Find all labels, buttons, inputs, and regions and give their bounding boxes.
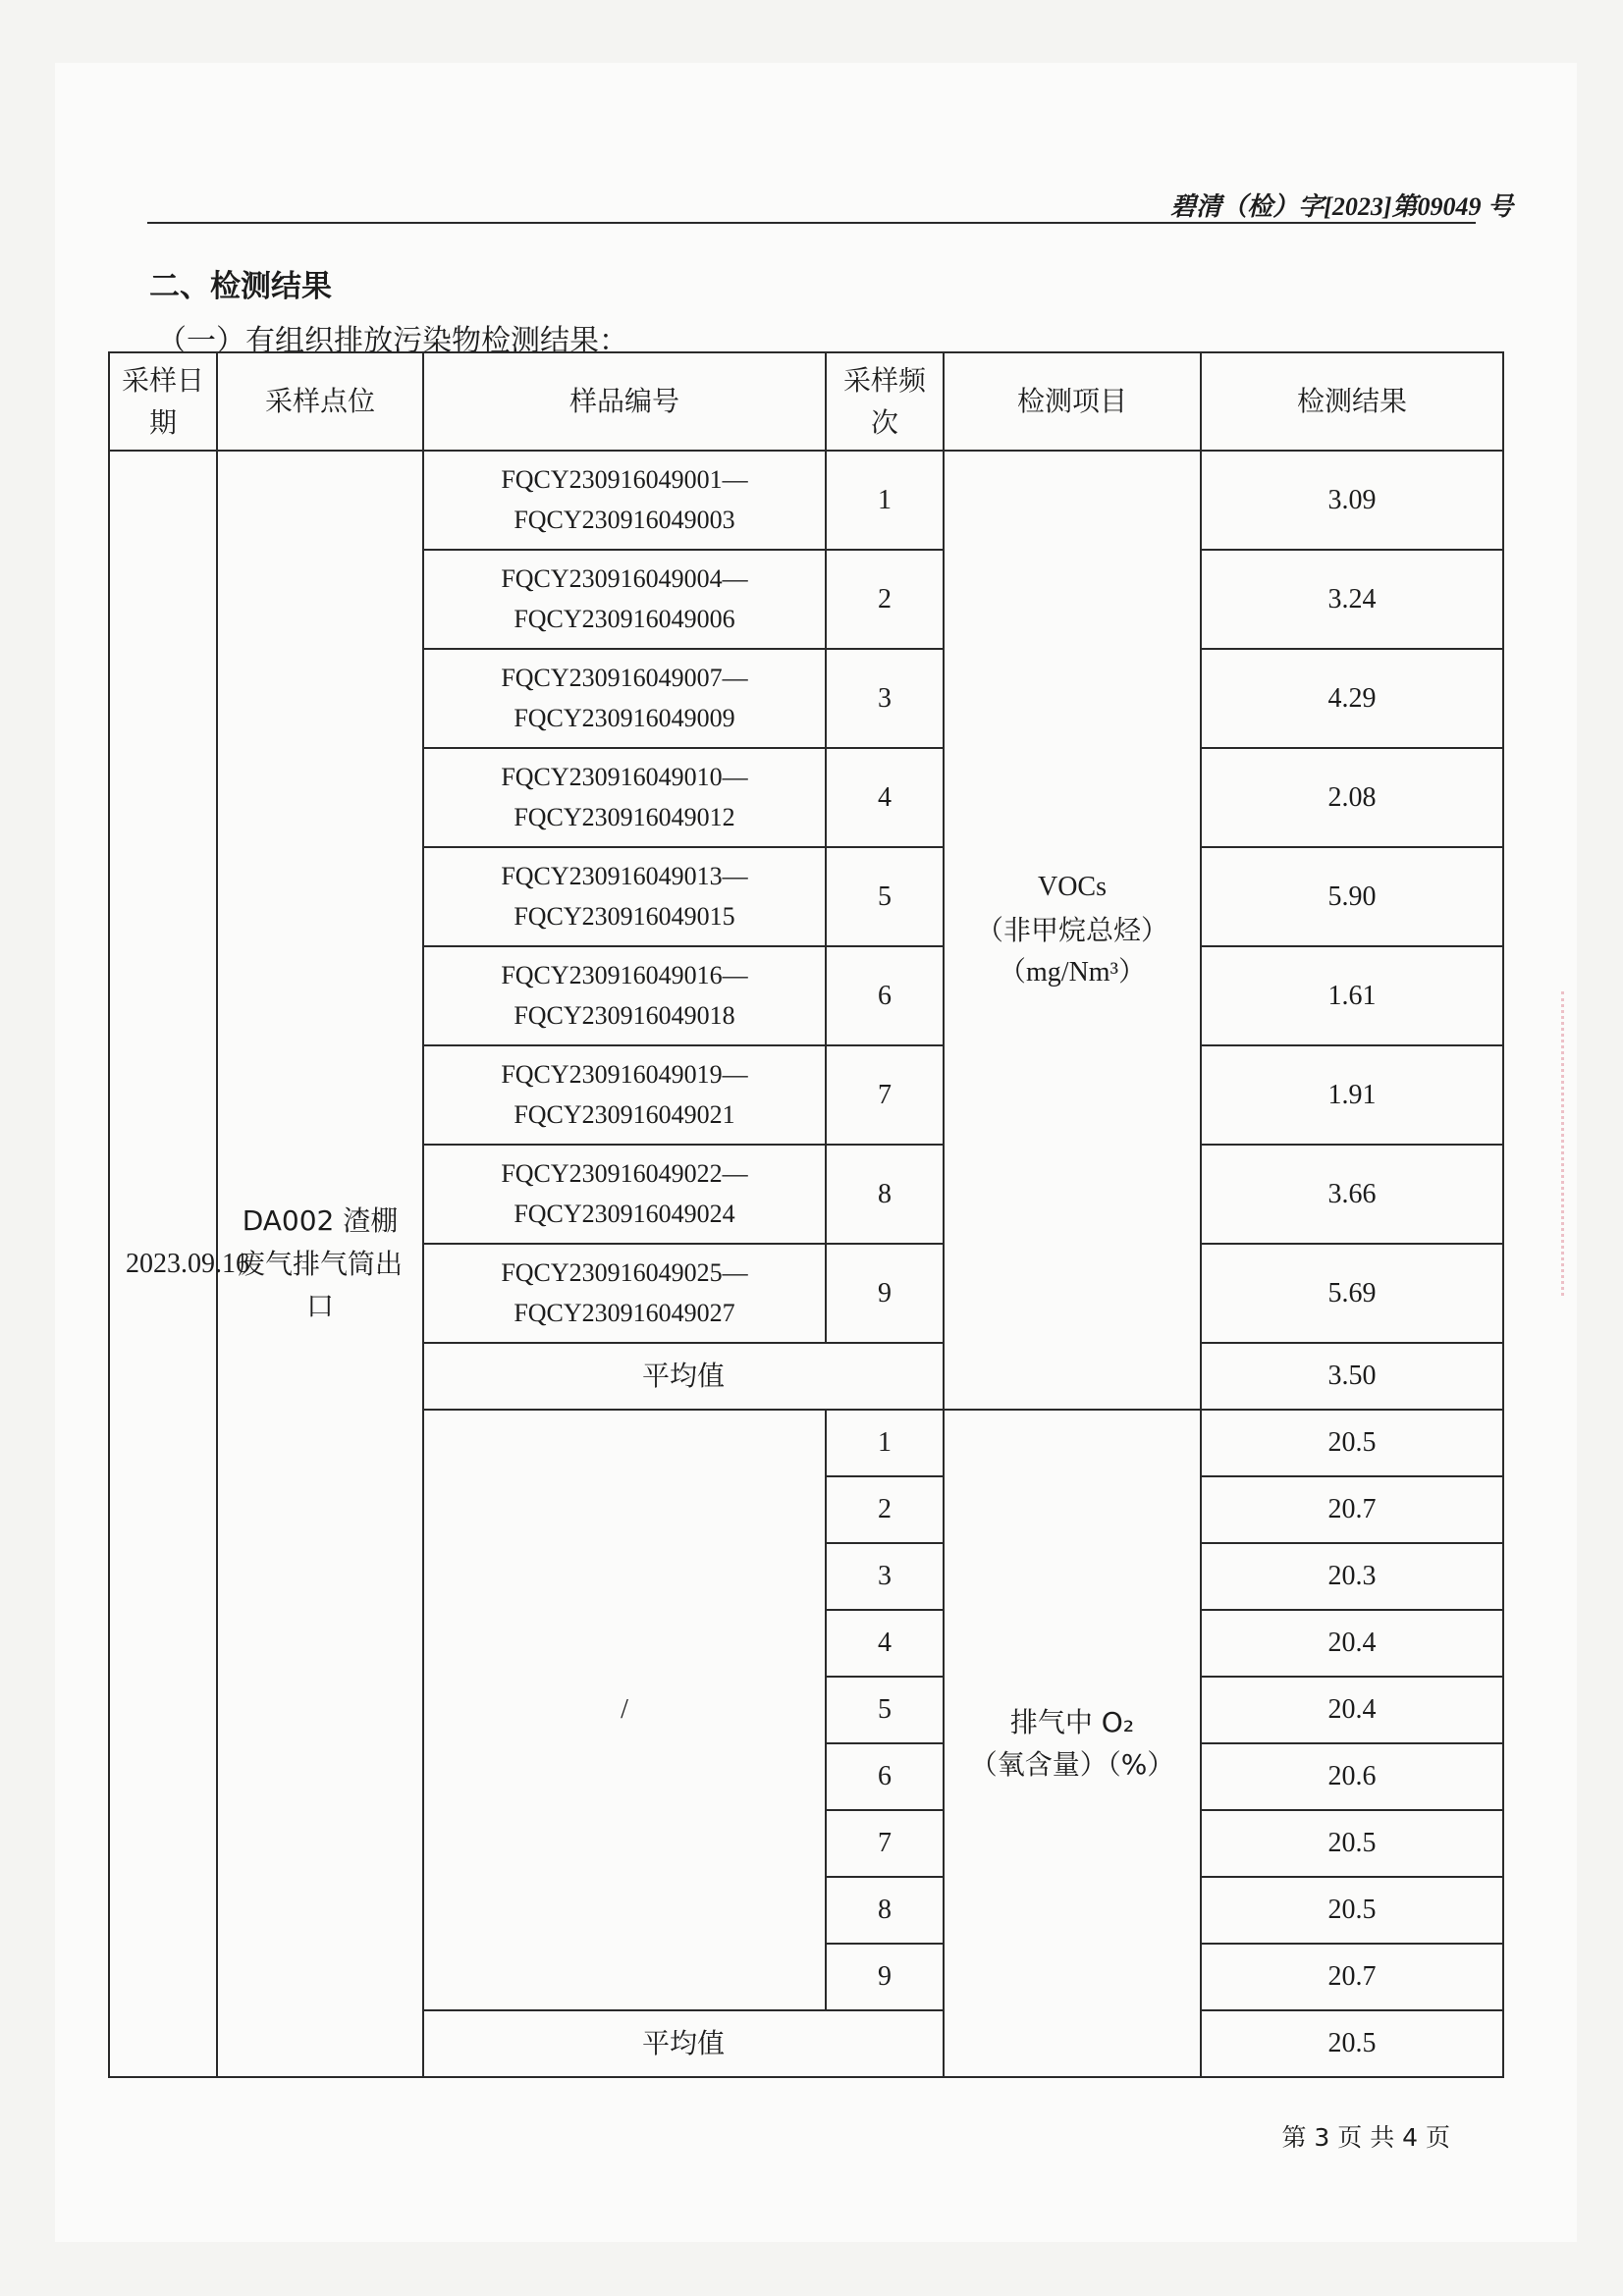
test-result-cell: 3.24 [1201, 550, 1503, 649]
o2-sample-id-cell: / [423, 1410, 826, 2010]
sample-id-cell [423, 649, 826, 748]
header-sampling-frequency: 采样频次 [826, 352, 944, 451]
sample-id-cell [423, 748, 826, 847]
sampling-frequency-cell: 4 [826, 748, 944, 847]
sampling-frequency-cell: 8 [826, 1877, 944, 1944]
sample-id-start: FQCY230916049025— [501, 1258, 748, 1288]
sampling-frequency-cell: 9 [826, 1244, 944, 1343]
document-number: 碧清（检）字[2023]第09049 号 [1170, 192, 1513, 221]
test-result-cell: 20.4 [1201, 1677, 1503, 1743]
o2-item-name: 排气中 O₂ [1009, 1705, 1135, 1738]
o2-average-value: 20.5 [1201, 2010, 1503, 2077]
sample-id-end: FQCY230916049006 [514, 604, 735, 633]
test-result-cell: 3.09 [1201, 451, 1503, 550]
test-result-cell: 20.7 [1201, 1476, 1503, 1543]
header-sampling-date: 采样日期 [109, 352, 217, 451]
sample-id-start: FQCY230916049019— [501, 1060, 748, 1090]
sampling-date-cell: 2023.09.16 [109, 451, 217, 2077]
sampling-frequency-cell: 7 [826, 1045, 944, 1145]
sample-id-cell [423, 550, 826, 649]
o2-average-label: 平均值 [423, 2010, 944, 2077]
sample-id-start: FQCY230916049010— [501, 763, 748, 792]
sampling-frequency-cell: 1 [826, 451, 944, 550]
sample-id-end: FQCY230916049015 [514, 901, 735, 931]
sampling-frequency-cell: 9 [826, 1944, 944, 2010]
sampling-frequency-cell: 3 [826, 649, 944, 748]
test-result-cell: 20.6 [1201, 1743, 1503, 1810]
sample-id-end: FQCY230916049021 [514, 1099, 735, 1129]
sample-id-cell [423, 1045, 826, 1145]
sampling-frequency-cell: 4 [826, 1610, 944, 1677]
test-result-cell: 20.4 [1201, 1610, 1503, 1677]
sample-id-cell [423, 451, 826, 550]
sample-id-end: FQCY230916049012 [514, 802, 735, 831]
header-sample-id: 样品编号 [423, 352, 826, 451]
test-result-cell: 20.5 [1201, 1877, 1503, 1944]
test-result-cell: 4.29 [1201, 649, 1503, 748]
voc-item-name: VOCs [1037, 872, 1107, 903]
header-test-result: 检测结果 [1201, 352, 1503, 451]
sampling-frequency-cell: 5 [826, 847, 944, 946]
header-divider [147, 222, 1476, 224]
seal-edge-mark [1561, 991, 1586, 1296]
sampling-point-cell: DA002 渣棚废气排气筒出口 [217, 451, 423, 2077]
voc-test-item-cell [944, 451, 1201, 1410]
test-result-cell: 20.5 [1201, 1810, 1503, 1877]
sample-id-end: FQCY230916049024 [514, 1199, 735, 1228]
results-table [108, 351, 1504, 2078]
sample-id-cell [423, 946, 826, 1045]
test-result-cell: 20.7 [1201, 1944, 1503, 2010]
test-result-cell: 1.91 [1201, 1045, 1503, 1145]
sample-id-start: FQCY230916049007— [501, 664, 748, 693]
test-result-cell: 3.66 [1201, 1145, 1503, 1244]
header-test-item: 检测项目 [944, 352, 1201, 451]
test-result-cell: 20.5 [1201, 1410, 1503, 1476]
voc-item-subtitle: （非甲烷总烃） [975, 913, 1168, 946]
sample-id-cell [423, 847, 826, 946]
sampling-frequency-cell: 2 [826, 1476, 944, 1543]
sample-id-start: FQCY230916049022— [501, 1159, 748, 1189]
sample-id-start: FQCY230916049013— [501, 862, 748, 891]
test-result-cell: 5.90 [1201, 847, 1503, 946]
o2-test-item-cell [944, 1410, 1201, 2077]
header-sampling-point: 采样点位 [217, 352, 423, 451]
sampling-frequency-cell: 2 [826, 550, 944, 649]
sampling-frequency-cell: 8 [826, 1145, 944, 1244]
sample-id-end: FQCY230916049027 [514, 1298, 735, 1327]
sampling-frequency-cell: 6 [826, 1743, 944, 1810]
test-result-cell: 2.08 [1201, 748, 1503, 847]
page-number: 第 3 页 共 4 页 [1281, 2123, 1450, 2152]
test-result-cell: 1.61 [1201, 946, 1503, 1045]
test-result-cell: 5.69 [1201, 1244, 1503, 1343]
o2-item-subtitle: （氧含量）（%） [969, 1748, 1175, 1781]
sample-id-start: FQCY230916049016— [501, 961, 748, 990]
sample-id-cell [423, 1244, 826, 1343]
voc-item-unit: （mg/Nm³） [999, 957, 1146, 988]
subsection-title: （一）有组织排放污染物检测结果： [157, 324, 628, 358]
test-result-cell: 20.3 [1201, 1543, 1503, 1610]
sample-id-end: FQCY230916049018 [514, 1000, 735, 1030]
sampling-frequency-cell: 5 [826, 1677, 944, 1743]
voc-average-value: 3.50 [1201, 1343, 1503, 1410]
sample-id-start: FQCY230916049004— [501, 564, 748, 594]
sample-id-end: FQCY230916049009 [514, 703, 735, 732]
sampling-frequency-cell: 6 [826, 946, 944, 1045]
sample-id-cell [423, 1145, 826, 1244]
voc-average-label: 平均值 [423, 1343, 944, 1410]
sampling-frequency-cell: 3 [826, 1543, 944, 1610]
section-title: 二、检测结果 [149, 269, 332, 304]
sample-id-start: FQCY230916049001— [501, 465, 748, 495]
sampling-frequency-cell: 1 [826, 1410, 944, 1476]
sample-id-end: FQCY230916049003 [514, 505, 735, 534]
table-row [109, 451, 1503, 550]
sampling-frequency-cell: 7 [826, 1810, 944, 1877]
table-header-row [109, 352, 1503, 451]
